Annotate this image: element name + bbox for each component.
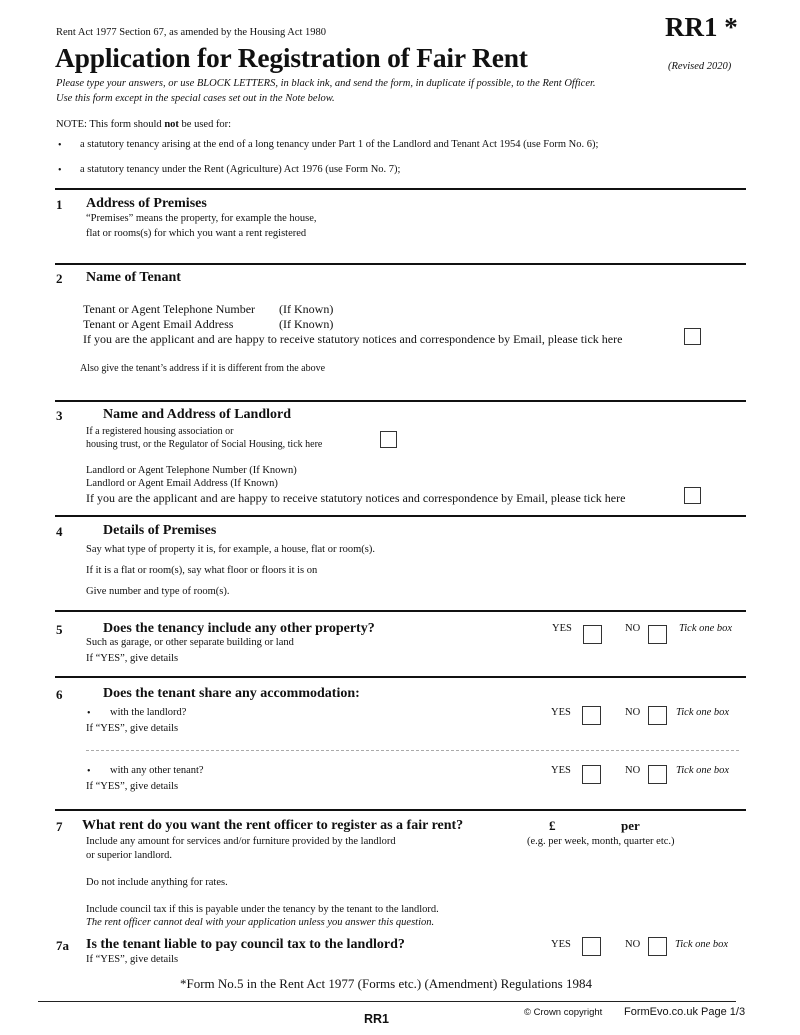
section-7-line-3: Do not include anything for rates. — [86, 877, 228, 888]
copyright: © Crown copyright — [524, 1007, 603, 1018]
section-6-number: 6 — [56, 687, 63, 702]
section-divider — [55, 809, 746, 811]
section-1-title: Address of Premises — [86, 196, 207, 211]
premises-details-field[interactable] — [420, 540, 740, 602]
section-5-number: 5 — [56, 622, 63, 637]
housing-association-line-2: housing trust, or the Regulator of Social Housing, tick here — [86, 439, 323, 450]
landlord-email-label: Landlord or Agent Email Address (If Known) — [86, 478, 278, 489]
section-divider — [55, 515, 746, 517]
rent-period-hint: (e.g. per week, month, quarter etc.) — [527, 836, 675, 847]
note-item-2: a statutory tenancy under the Rent (Agriculture) Act 1976 (use Form No. 7); — [80, 164, 401, 175]
tenant-email-hint: (If Known) — [279, 317, 334, 331]
no-label: NO — [625, 939, 641, 950]
tick-one-box-hint: Tick one box — [679, 623, 733, 634]
share-landlord-details-field[interactable] — [200, 720, 740, 738]
tenant-phone-field[interactable] — [345, 300, 740, 315]
section-5-line-1: Such as garage, or other separate building or land — [86, 637, 294, 648]
per-label: per — [621, 818, 640, 833]
housing-association-line-1: If a registered housing association or — [86, 426, 234, 437]
instructions-line-2: Use this form except in the special cases set out in the Note below. — [56, 93, 335, 104]
bullet-icon: • — [58, 140, 62, 151]
section-7a-title: Is the tenant liable to pay council tax to the landlord? — [86, 937, 405, 952]
page-title: Application for Registration of Fair Rent — [55, 42, 528, 73]
no-label: NO — [625, 707, 641, 718]
section-divider — [55, 610, 746, 612]
no-label: NO — [625, 623, 641, 634]
footer-divider — [38, 1001, 736, 1002]
section-2-number: 2 — [56, 271, 63, 286]
premises-address-field[interactable] — [340, 195, 740, 255]
section-7-number: 7 — [56, 819, 63, 834]
note-emphasis: not — [164, 119, 179, 130]
tenant-phone-hint: (If Known) — [279, 302, 334, 316]
other-property-details-field[interactable] — [200, 650, 740, 668]
section-3-title: Name and Address of Landlord — [103, 407, 292, 422]
sub-item-divider — [86, 750, 739, 751]
landlord-email-consent-checkbox[interactable] — [684, 487, 701, 504]
section-divider — [55, 263, 746, 265]
regulation-note: *Form No.5 in the Rent Act 1977 (Forms etc.) (Amendment) Regulations 1984 — [180, 976, 592, 991]
tenant-email-consent-label: If you are the applicant and are happy to receive statutory notices and correspondence by Email, please tick here — [83, 332, 623, 346]
note-heading: NOTE: This form should not be used for: — [56, 119, 232, 130]
share-tenant-details-field[interactable] — [200, 778, 740, 796]
yes-label: YES — [551, 707, 571, 718]
yes-label: YES — [552, 623, 572, 634]
section-4-line-2: If it is a flat or room(s), say what floor or floors it is on — [86, 565, 318, 576]
section-5-yes-checkbox[interactable] — [583, 625, 602, 644]
rent-amount-field[interactable] — [560, 816, 615, 834]
yes-label: YES — [551, 939, 571, 950]
tenant-email-label: Tenant or Agent Email Address — [83, 317, 234, 331]
bullet-icon: • — [58, 165, 62, 176]
tenant-phone-label: Tenant or Agent Telephone Number — [83, 302, 256, 316]
section-1-desc-line-1: “Premises” means the property, for example the house, — [86, 213, 317, 224]
landlord-phone-label: Landlord or Agent Telephone Number (If Known) — [86, 465, 297, 476]
section-5-title: Does the tenancy include any other property? — [103, 621, 375, 636]
tick-one-box-hint: Tick one box — [676, 707, 730, 718]
section-7a-line-1: If “YES”, give details — [86, 954, 179, 965]
section-divider — [55, 400, 746, 402]
section-1-number: 1 — [56, 197, 63, 212]
landlord-phone-field[interactable] — [330, 463, 740, 476]
section-7-line-1: Include any amount for services and/or furniture provided by the landlord — [86, 836, 396, 847]
section-7-line-2: or superior landlord. — [86, 850, 173, 861]
tick-one-box-hint: Tick one box — [675, 939, 729, 950]
section-1-desc-line-2: flat or rooms(s) for which you want a rent registered — [86, 228, 307, 239]
yes-label: YES — [551, 765, 571, 776]
rent-period-field[interactable] — [645, 816, 740, 834]
bullet-icon: • — [87, 708, 91, 719]
section-7-warning: The rent officer cannot deal with your application unless you answer this question. — [86, 917, 435, 928]
tick-one-box-hint: Tick one box — [676, 765, 730, 776]
bullet-icon: • — [87, 766, 91, 777]
note-item-1: a statutory tenancy arising at the end of a long tenancy under Part 1 of the Landlord and Tenant Act 1954 (use Form No. 6); — [80, 139, 599, 150]
share-with-landlord-details-label: If “YES”, give details — [86, 723, 179, 734]
instructions-line-1: Please type your answers, or use BLOCK LETTERS, in black ink, and send the form, in duplicate if possible, to the Rent Officer. — [56, 78, 596, 89]
currency-symbol: £ — [549, 818, 556, 833]
form-code: RR1 * — [665, 12, 738, 42]
section-6-title: Does the tenant share any accommodation: — [103, 686, 360, 701]
tenant-email-consent-checkbox[interactable] — [684, 328, 701, 345]
section-divider — [55, 676, 746, 678]
landlord-email-consent-label: If you are the applicant and are happy to receive statutory notices and correspondence by Email, please tick here — [86, 491, 626, 505]
section-4-line-1: Say what type of property it is, for example, a house, flat or room(s). — [86, 544, 375, 555]
tenant-address-note: Also give the tenant’s address if it is different from the above — [80, 363, 326, 374]
section-4-number: 4 — [56, 524, 63, 539]
no-label: NO — [625, 765, 641, 776]
section-divider — [55, 188, 746, 190]
section-7a-number: 7a — [56, 938, 69, 953]
act-reference: Rent Act 1977 Section 67, as amended by the Housing Act 1980 — [56, 27, 327, 38]
footer-form-code: RR1 — [364, 1012, 390, 1026]
section-5-line-2: If “YES”, give details — [86, 653, 179, 664]
tenant-name-field[interactable] — [200, 268, 740, 290]
landlord-email-field[interactable] — [330, 476, 740, 489]
section-3-number: 3 — [56, 408, 63, 423]
section-2-title: Name of Tenant — [86, 270, 181, 285]
section-4-line-3: Give number and type of room(s). — [86, 586, 230, 597]
share-with-tenant-details-label: If “YES”, give details — [86, 781, 179, 792]
tenant-email-field[interactable] — [345, 315, 740, 330]
housing-association-checkbox[interactable] — [380, 431, 397, 448]
council-tax-details-field[interactable] — [200, 952, 740, 968]
section-7-title: What rent do you want the rent officer to register as a fair rent? — [82, 818, 464, 833]
revised-date: (Revised 2020) — [668, 61, 732, 72]
section-5-no-checkbox[interactable] — [648, 625, 667, 644]
share-with-landlord-label: with the landlord? — [110, 707, 187, 718]
page-info: FormEvo.co.uk Page 1/3 — [624, 1006, 746, 1018]
share-with-tenant-label: with any other tenant? — [110, 765, 204, 776]
section-7-line-4: Include council tax if this is payable under the tenancy by the tenant to the landlord. — [86, 904, 439, 915]
section-4-title: Details of Premises — [103, 523, 217, 538]
